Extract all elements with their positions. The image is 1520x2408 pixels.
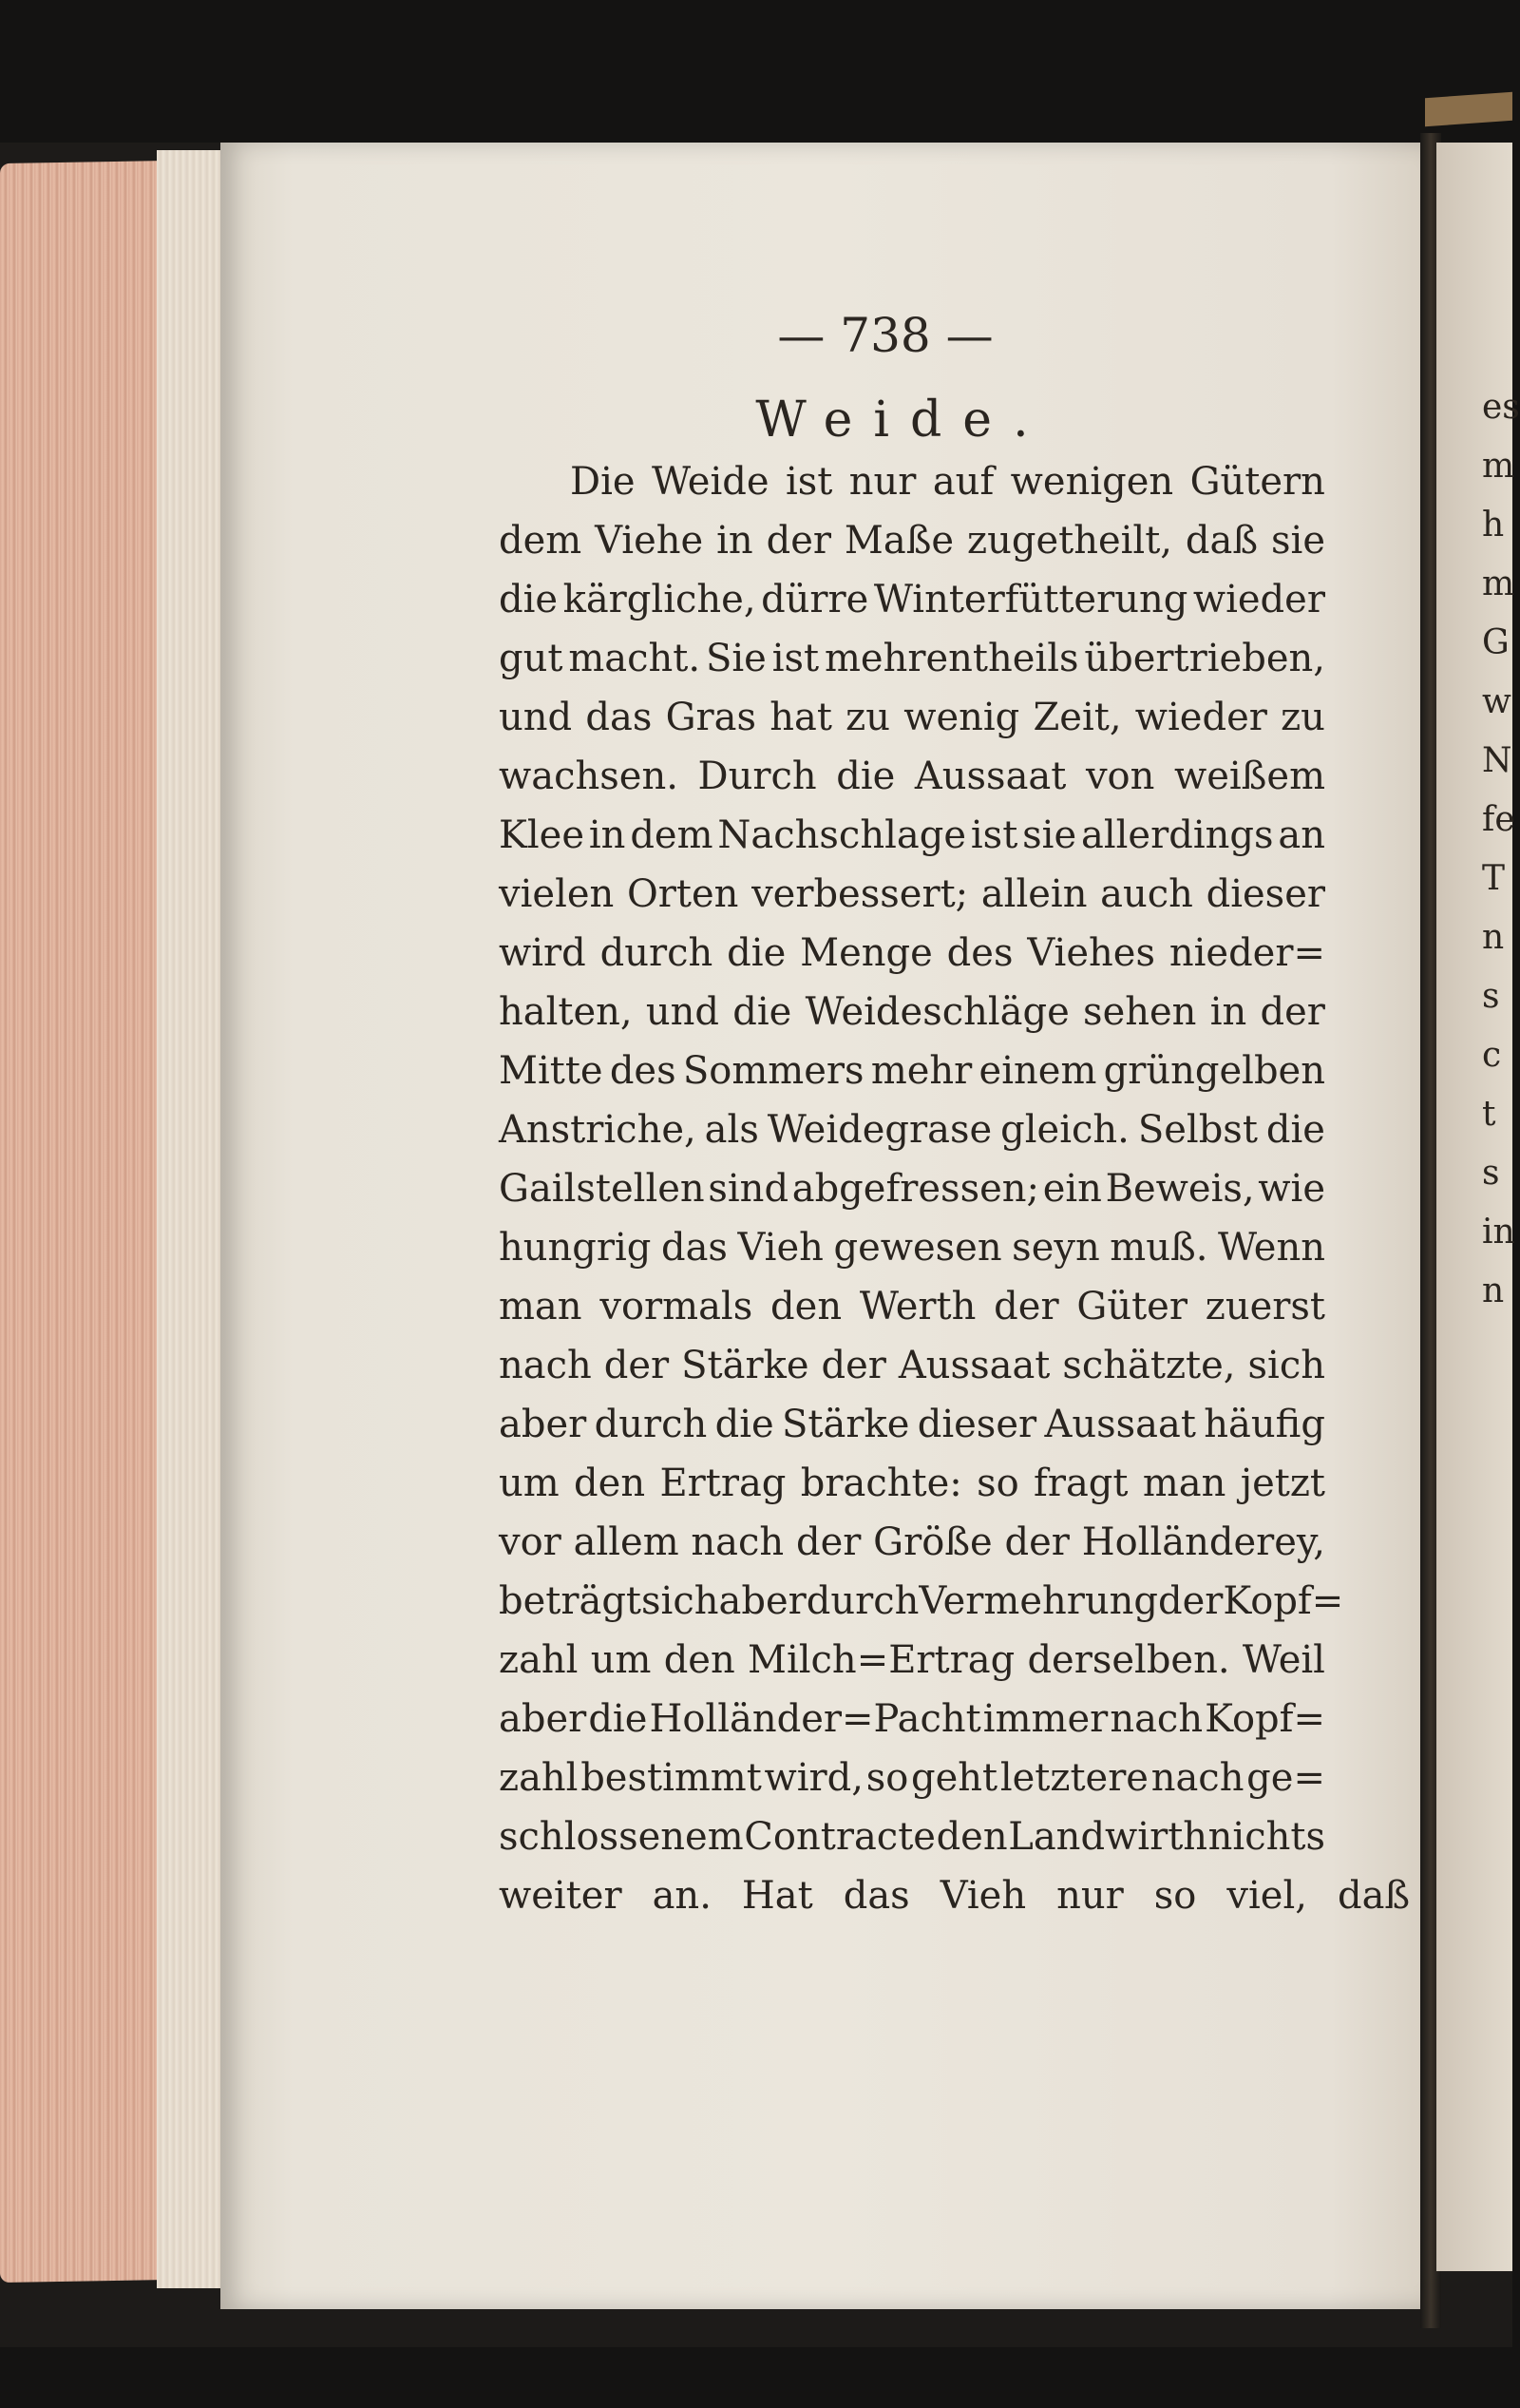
word: der	[821, 1344, 886, 1387]
word: an.	[652, 1874, 712, 1918]
text-line	[499, 747, 1325, 806]
word: aber	[718, 1579, 807, 1623]
facing-page-fragment: c	[1482, 1036, 1502, 1075]
word: letztere	[999, 1756, 1149, 1800]
word: die	[836, 755, 896, 798]
word: Anstriche,	[499, 1108, 696, 1152]
word: nach	[691, 1520, 785, 1564]
word: die	[714, 1403, 774, 1446]
word: ge=	[1246, 1756, 1325, 1800]
word: Gras	[665, 696, 757, 739]
word: vormals	[599, 1285, 753, 1328]
word: häufig	[1204, 1403, 1325, 1446]
word: Weidegrase	[767, 1108, 993, 1152]
word: seyn	[1012, 1226, 1100, 1270]
word: gut	[499, 637, 563, 680]
word: in	[716, 519, 753, 563]
word: Contracte	[744, 1815, 936, 1859]
word: wie	[1258, 1167, 1325, 1211]
facing-page-text-fragments	[1482, 378, 1520, 1321]
facing-page-fragment: s	[1482, 1154, 1500, 1193]
word: das	[843, 1874, 910, 1918]
text-line	[499, 629, 1325, 688]
text-line	[499, 1277, 1325, 1336]
facing-page-fragment: es	[1482, 388, 1520, 427]
word: gleich.	[1000, 1108, 1130, 1152]
word: daß	[1185, 519, 1259, 563]
word: zu	[1281, 696, 1325, 739]
word: die	[499, 578, 559, 621]
word: sehen	[1083, 990, 1197, 1034]
word: zahl	[499, 1638, 579, 1682]
word: Vieh	[737, 1226, 824, 1270]
word: geht	[911, 1756, 998, 1800]
word: des	[946, 931, 1014, 975]
word: Kopf=	[1223, 1579, 1344, 1623]
word: nichts	[1207, 1815, 1325, 1859]
word: Klee	[499, 813, 585, 857]
text-line	[499, 1100, 1325, 1159]
word: wird	[499, 931, 586, 975]
word: Holländer=Pacht	[649, 1697, 981, 1741]
word: dem	[499, 519, 582, 563]
word: den	[770, 1285, 843, 1328]
facing-page-fragment: t	[1482, 1095, 1496, 1134]
text-line	[499, 1454, 1325, 1513]
word: zugetheilt,	[967, 519, 1173, 563]
text-line	[499, 688, 1325, 747]
word: sie	[1271, 519, 1325, 563]
word: allerdings	[1081, 813, 1274, 857]
word: wird,	[764, 1756, 864, 1800]
word: verbessert;	[751, 872, 969, 916]
text-line	[499, 1395, 1325, 1454]
text-line	[499, 1218, 1325, 1277]
text-line	[499, 1866, 1411, 1925]
word: Stärke	[782, 1403, 910, 1446]
text-line	[499, 1572, 1344, 1631]
word: jetzt	[1240, 1462, 1325, 1505]
body-text	[499, 452, 1411, 1925]
word: der	[1004, 1520, 1070, 1564]
word: ist	[785, 460, 833, 504]
word: an	[1278, 813, 1325, 857]
word: schätzte,	[1062, 1344, 1236, 1387]
text-line	[499, 924, 1325, 983]
word: Weide	[651, 460, 770, 504]
word: Viehe	[595, 519, 704, 563]
word: Kopf=	[1205, 1697, 1325, 1741]
word: so	[865, 1756, 909, 1800]
word: als	[704, 1108, 759, 1152]
word: Güter	[1076, 1285, 1188, 1328]
word: immer	[982, 1697, 1109, 1741]
word: dieser	[917, 1403, 1037, 1446]
word: in	[1209, 990, 1247, 1034]
word: so	[1153, 1874, 1197, 1918]
word: muß.	[1110, 1226, 1208, 1270]
word: nieder=	[1168, 931, 1325, 975]
word: Aussaat	[1044, 1403, 1196, 1446]
word: Selbst	[1137, 1108, 1258, 1152]
word: ist	[970, 813, 1018, 857]
facing-page-fragment: m	[1482, 447, 1515, 486]
word: fragt	[1034, 1462, 1129, 1505]
word: Beweis,	[1105, 1167, 1255, 1211]
word: daß	[1337, 1874, 1411, 1918]
word: Gailstellen	[499, 1167, 705, 1211]
word: in	[588, 813, 626, 857]
text-line	[499, 1159, 1325, 1218]
facing-page-fragment: m	[1482, 564, 1515, 603]
text-line	[499, 865, 1325, 924]
word: nur	[1056, 1874, 1124, 1918]
word: durch	[599, 931, 713, 975]
word: der	[1158, 1579, 1224, 1623]
word: und	[645, 990, 720, 1034]
facing-page-fragment: n	[1482, 1271, 1505, 1310]
facing-page-fragment: h	[1482, 506, 1505, 545]
word: die	[732, 990, 792, 1034]
word: gewesen	[833, 1226, 1002, 1270]
word: macht.	[568, 637, 701, 680]
word: der	[994, 1285, 1059, 1328]
word: sich	[1247, 1344, 1325, 1387]
text-line	[499, 806, 1325, 865]
word: Größe	[873, 1520, 993, 1564]
word: derselben.	[1027, 1638, 1230, 1682]
facing-page-fragment: n	[1482, 918, 1505, 957]
word: Weil	[1242, 1638, 1325, 1682]
word: die	[1265, 1108, 1325, 1152]
facing-page-fragment: T	[1482, 859, 1506, 898]
word: die	[588, 1697, 648, 1741]
word: einem	[978, 1049, 1097, 1093]
word: vielen	[499, 872, 615, 916]
word: mehr	[870, 1049, 973, 1093]
text-line	[499, 1336, 1325, 1395]
word: Stärke	[681, 1344, 809, 1387]
text-line	[499, 983, 1325, 1042]
word: Werth	[859, 1285, 977, 1328]
word: Mitte	[499, 1049, 603, 1093]
word: auch	[1100, 872, 1193, 916]
word: weißem	[1173, 755, 1325, 798]
word: hungrig	[499, 1226, 652, 1270]
word: aber	[499, 1403, 587, 1446]
word: sind	[708, 1167, 789, 1211]
right-cover-edge	[1425, 92, 1512, 126]
word: der	[795, 1520, 862, 1564]
word: dem	[630, 813, 713, 857]
word: man	[1142, 1462, 1226, 1505]
word: halten,	[499, 990, 633, 1034]
word: Menge	[800, 931, 933, 975]
text-line	[499, 1690, 1325, 1749]
word: allein	[980, 872, 1088, 916]
word: Winterfütterung	[873, 578, 1188, 621]
word: bestimmt	[580, 1756, 762, 1800]
word: kärgliche,	[562, 578, 756, 621]
word: nur	[848, 460, 917, 504]
word: hat	[770, 696, 832, 739]
word: Maße	[844, 519, 955, 563]
word: Aussaat	[898, 1344, 1051, 1387]
text-line	[499, 452, 1325, 511]
word: Zeit,	[1033, 696, 1122, 739]
word: beträgt	[499, 1579, 641, 1623]
word: nach	[1110, 1697, 1204, 1741]
word: um	[590, 1638, 652, 1682]
text-line	[499, 1042, 1325, 1100]
word: durch	[806, 1579, 920, 1623]
word: den	[936, 1815, 1008, 1859]
word: den	[663, 1638, 735, 1682]
word: von	[1085, 755, 1155, 798]
word: wachsen.	[499, 755, 678, 798]
word: Wenn	[1217, 1226, 1325, 1270]
word: zuerst	[1205, 1285, 1325, 1328]
word: aber	[499, 1697, 587, 1741]
word: Orten	[626, 872, 739, 916]
word: auf	[932, 460, 995, 504]
section-heading: Weide.	[755, 392, 1050, 449]
text-line	[499, 1807, 1325, 1866]
word: zu	[846, 696, 890, 739]
word: das	[585, 696, 653, 739]
word: nach	[1150, 1756, 1244, 1800]
facing-page-fragment: N	[1482, 741, 1512, 780]
word: mehrentheils	[824, 637, 1079, 680]
facing-page-fragment: G	[1482, 623, 1510, 662]
word: Die	[570, 460, 636, 504]
text-line	[499, 511, 1325, 570]
word: schlossenem	[499, 1815, 744, 1859]
facing-page-fragment: fe	[1482, 800, 1515, 839]
word: Landwirth	[1008, 1815, 1208, 1859]
word: wenigen	[1010, 460, 1174, 504]
word: Holländerey,	[1081, 1520, 1325, 1564]
word: zahl	[499, 1756, 579, 1800]
text-line	[499, 570, 1325, 629]
word: das	[660, 1226, 728, 1270]
word: sie	[1022, 813, 1077, 857]
word: viel,	[1226, 1874, 1307, 1918]
word: und	[499, 696, 573, 739]
facing-page-fragment: in	[1482, 1213, 1515, 1252]
word: wenig	[903, 696, 1020, 739]
word: abgefressen;	[791, 1167, 1040, 1211]
word: Vieh	[940, 1874, 1027, 1918]
facing-page-fragment: w	[1482, 682, 1511, 721]
text-line	[499, 1749, 1325, 1807]
word: so	[977, 1462, 1019, 1505]
page-number-header: — 738 —	[777, 308, 994, 363]
word: man	[499, 1285, 582, 1328]
word: des	[609, 1049, 676, 1093]
word: Durch	[697, 755, 817, 798]
word: dürre	[761, 578, 869, 621]
word: dieser	[1206, 872, 1325, 916]
word: ist	[771, 637, 820, 680]
word: durch	[594, 1403, 708, 1446]
word: übertrieben,	[1084, 637, 1325, 680]
word: Vermehrung	[919, 1579, 1159, 1623]
word: Aussaat	[914, 755, 1067, 798]
word: die	[727, 931, 787, 975]
word: wieder	[1134, 696, 1267, 739]
facing-page-fragment: s	[1482, 977, 1500, 1016]
word: weiter	[499, 1874, 622, 1918]
word: vor	[499, 1520, 561, 1564]
word: ein	[1042, 1167, 1102, 1211]
word: den	[574, 1462, 646, 1505]
word: um	[499, 1462, 560, 1505]
word: Ertrag	[659, 1462, 787, 1505]
word: Milch=Ertrag	[747, 1638, 1016, 1682]
word: Hat	[741, 1874, 813, 1918]
page-edges	[157, 150, 228, 2288]
word: Sie	[705, 637, 767, 680]
word: nach	[499, 1344, 592, 1387]
word: wieder	[1192, 578, 1325, 621]
word: brachte:	[800, 1462, 962, 1505]
word: Gütern	[1189, 460, 1325, 504]
word: Nachschlage	[717, 813, 967, 857]
text-line	[499, 1513, 1325, 1572]
word: der	[1260, 990, 1325, 1034]
word: der	[766, 519, 831, 563]
word: Sommers	[682, 1049, 864, 1093]
word: der	[603, 1344, 670, 1387]
word: Weideschläge	[805, 990, 1070, 1034]
word: allem	[573, 1520, 679, 1564]
word: Viehes	[1027, 931, 1155, 975]
word: sich	[641, 1579, 719, 1623]
text-line	[499, 1631, 1325, 1690]
word: grüngelben	[1103, 1049, 1325, 1093]
